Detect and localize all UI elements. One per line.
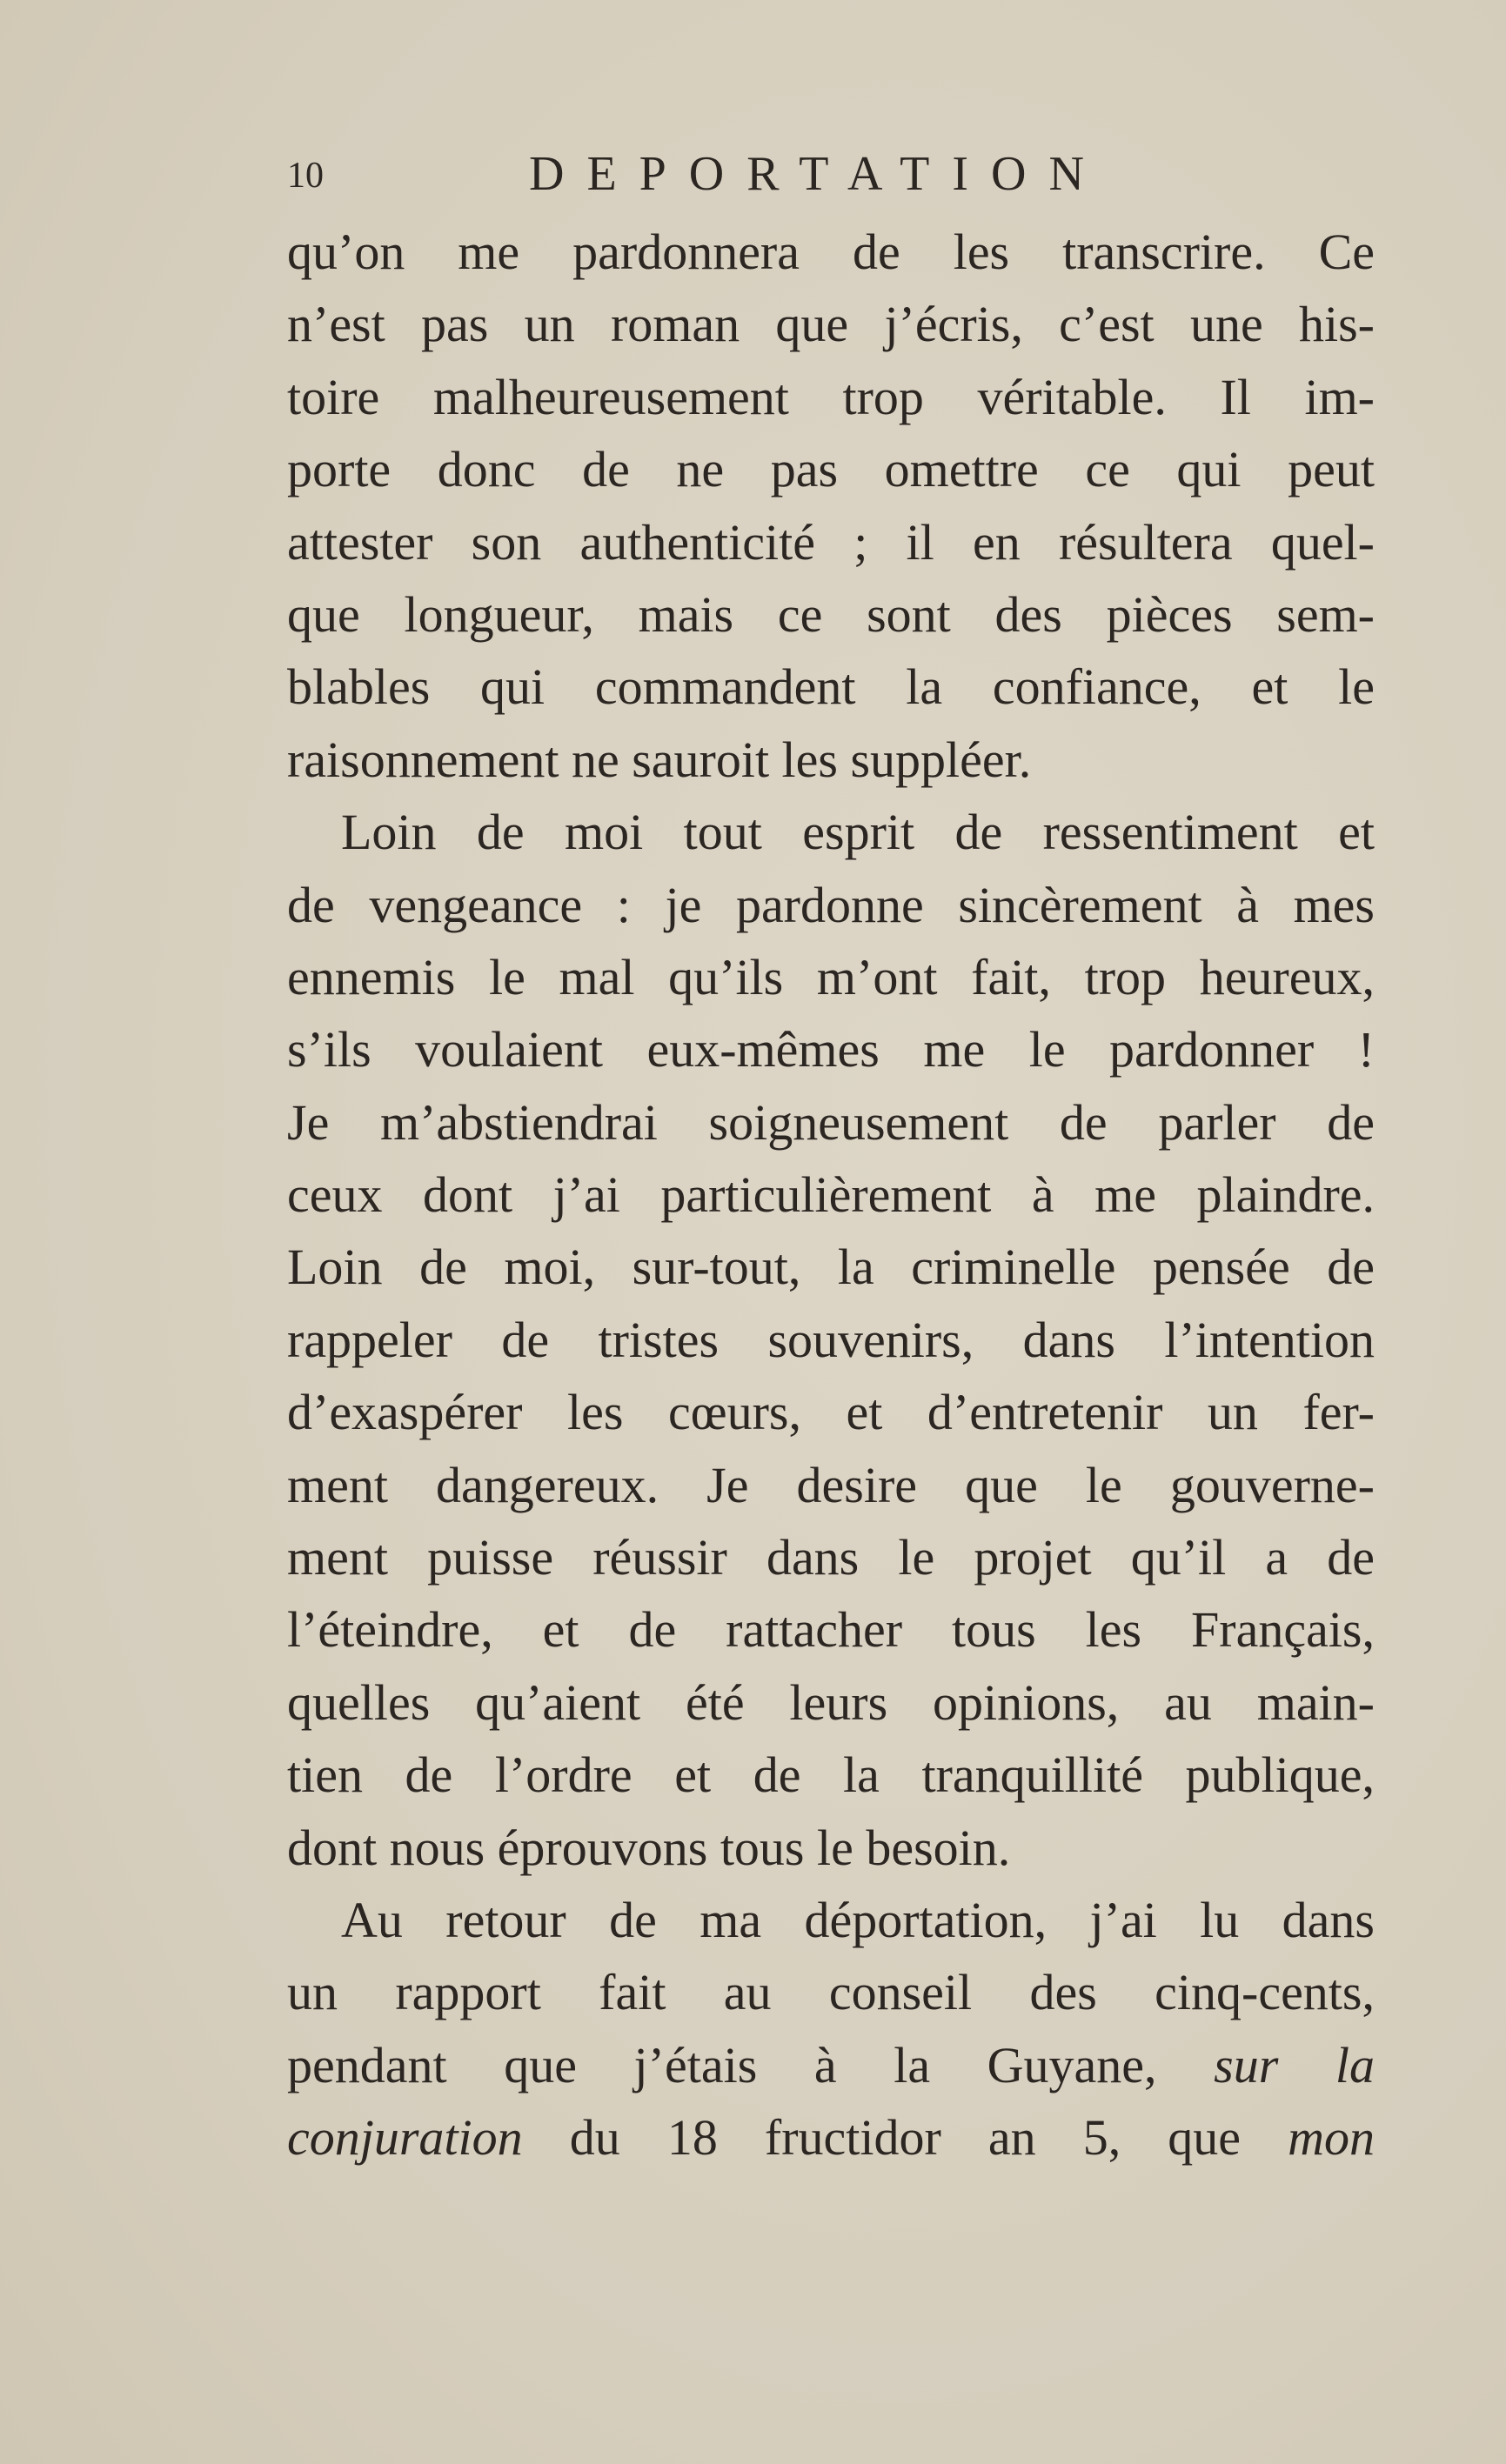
italic-phrase: conjuration <box>287 2109 523 2167</box>
text-line: ment puisse réussir dans le projet qu’il a de <box>287 1529 1375 1586</box>
text-line: d’exaspérer les cœurs, et d’entretenir un fer- <box>287 1384 1375 1441</box>
text-line: qu’on me pardonnera de les transcrire. Ce <box>287 224 1375 280</box>
paragraph-start-line: Au retour de ma déportation, j’ai lu dans <box>341 1891 1375 1948</box>
text-line: n’est pas un roman que j’écris, c’est une his- <box>287 296 1375 353</box>
text-line: rappeler de tristes souvenirs, dans l’intention <box>287 1311 1375 1368</box>
body-text <box>287 216 1375 2174</box>
text-line: raisonnement ne sauroit les suppléer. <box>287 731 1032 788</box>
text-line: que longueur, mais ce sont des pièces sem- <box>287 585 1375 643</box>
text-line: quelles qu’aient été leurs opinions, au main- <box>287 1673 1375 1731</box>
text-line: blables qui commandent la confiance, et le <box>287 658 1375 716</box>
text-line: toire malheureusement trop véritable. Il im- <box>287 368 1375 425</box>
paragraph-start-line: Loin de moi tout esprit de ressentiment et <box>341 804 1375 861</box>
italic-phrase: mon <box>1288 2109 1375 2167</box>
text-line: porte donc de ne pas omettre ce qui peut <box>287 441 1375 498</box>
text-line: tien de l’ordre et de la tranquillité publique, <box>287 1746 1375 1804</box>
text-line: attester son authenticité ; il en résultera quel- <box>287 513 1375 571</box>
text-line: l’éteindre, et de rattacher tous les Français, <box>287 1601 1375 1659</box>
text-line: de vengeance : je pardonne sincèrement à mes <box>287 876 1375 933</box>
text-line: dont nous éprouvons tous le besoin. <box>287 1819 1011 1876</box>
italic-phrase: sur la <box>1214 2036 1375 2093</box>
text-line: ceux dont j’ai particulièrement à me plaindre. <box>287 1166 1375 1224</box>
page-header <box>287 146 1375 207</box>
text-line: ennemis le mal qu’ils m’ont fait, trop heureux, <box>287 948 1375 1005</box>
text-line: ment dangereux. Je desire que le gouverne- <box>287 1456 1375 1513</box>
running-title: DEPORTATION <box>529 147 1107 201</box>
text-segment: pendant que j’étais à la Guyane, <box>287 2036 1157 2093</box>
page-number: 10 <box>287 156 324 196</box>
text-line: Je m’abstiendrai soigneusement de parler de <box>287 1093 1375 1151</box>
text-line-with-italic <box>287 2029 1375 2101</box>
text-line-with-italic <box>287 2101 1375 2174</box>
text-line: s’ils voulaient eux-mêmes me le pardonner ! <box>287 1021 1375 1078</box>
text-line: Loin de moi, sur-tout, la criminelle pensée de <box>287 1239 1375 1296</box>
text-segment: du 18 fructidor an 5, que <box>569 2109 1242 2167</box>
text-line: un rapport fait au conseil des cinq-cents, <box>287 1964 1375 2021</box>
